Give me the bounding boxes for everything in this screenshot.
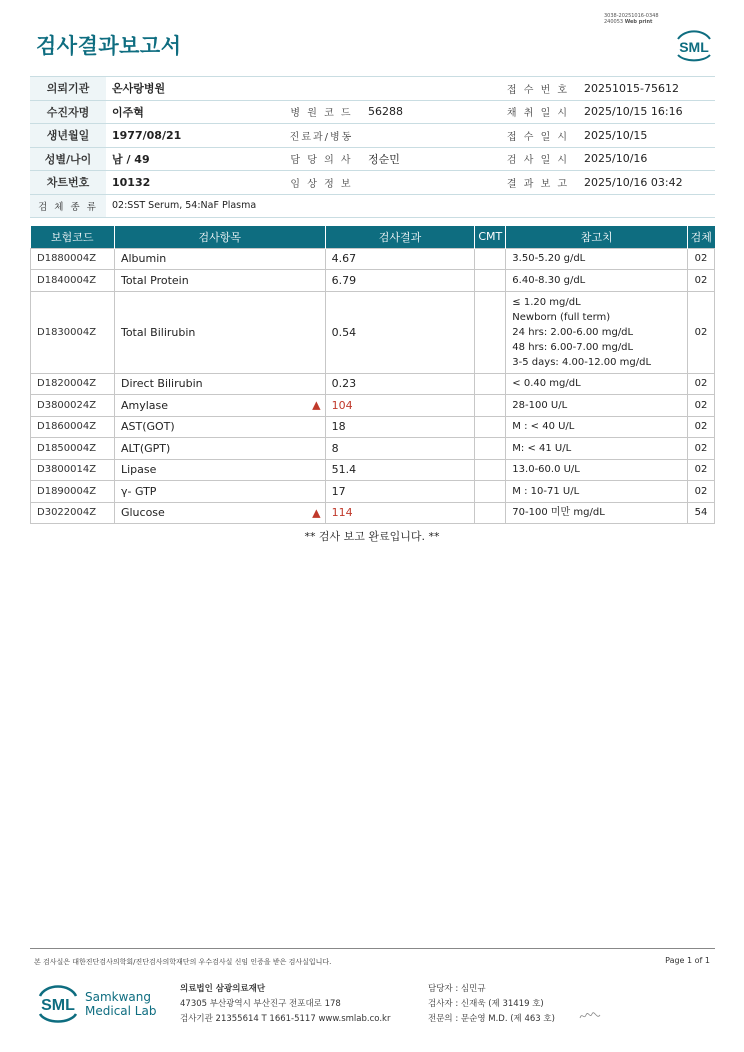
specimen-code: 02 [687, 481, 714, 503]
info-label: 수진자명 [30, 100, 106, 124]
test-item [114, 502, 325, 524]
reference-range [506, 248, 688, 270]
info-label: 의뢰기관 [30, 77, 106, 101]
cmt-cell [475, 416, 506, 438]
cmt-cell [475, 459, 506, 481]
sml-logo-text: SML [679, 39, 709, 55]
reference-line: 70-100 미만 mg/dL [512, 507, 605, 519]
test-item [114, 373, 325, 395]
test-result: 51.4 [325, 459, 475, 481]
patient-info-table [30, 76, 715, 218]
specimen-row [30, 194, 715, 218]
table-row [31, 291, 715, 373]
table-row [31, 395, 715, 417]
footer-divider [30, 948, 715, 949]
info-value: 정순민 [362, 147, 498, 171]
col-header-cmt: CMT [475, 226, 506, 248]
info-value: 56288 [362, 100, 498, 124]
info-value [362, 124, 498, 148]
reference-range [506, 438, 688, 460]
table-row [31, 481, 715, 503]
info-label: 진료과/병동 [281, 124, 362, 148]
insurance-code: D1840004Z [31, 270, 115, 292]
specimen-value: 02:SST Serum, 54:NaF Plasma [106, 194, 715, 218]
report-code-line1: 3038-20251016-0348 [604, 13, 659, 19]
reference-range [506, 291, 688, 373]
info-label: 생년월일 [30, 124, 106, 148]
table-row [31, 248, 715, 270]
reference-range [506, 395, 688, 417]
info-row [30, 124, 715, 148]
test-item-name: Glucose [120, 506, 165, 520]
cmt-cell [475, 248, 506, 270]
cmt-cell [475, 373, 506, 395]
col-header-result: 검사결과 [325, 226, 475, 248]
specimen-label: 검 체 종 류 [30, 194, 106, 218]
test-result: 6.79 [325, 270, 475, 292]
lab-contact: 검사기관 21355614 T 1661-5117 www.smlab.co.kr [180, 1014, 391, 1024]
test-item-name: ALT(GPT) [120, 441, 171, 455]
info-label: 임 상 정 보 [281, 171, 362, 195]
info-value: 10132 [106, 171, 281, 195]
info-label: 접 수 일 시 [498, 124, 578, 148]
col-header-test-item: 검사항목 [114, 226, 325, 248]
info-row [30, 77, 715, 101]
table-row [31, 416, 715, 438]
test-item [114, 395, 325, 417]
staff-tester: 검사자 : 신재욱 (제 31419 호) [428, 999, 544, 1009]
cmt-cell [475, 395, 506, 417]
table-row [31, 373, 715, 395]
insurance-code: D1820004Z [31, 373, 115, 395]
insurance-code: D1850004Z [31, 438, 115, 460]
lab-info [180, 982, 390, 1027]
insurance-code: D3022004Z [31, 502, 115, 524]
info-label: 검 사 일 시 [498, 147, 578, 171]
reference-line: 3.50-5.20 g/dL [512, 253, 586, 265]
info-value: 2025/10/16 03:42 [578, 171, 715, 195]
report-code [604, 13, 704, 25]
samkwang-logo-text: SML [41, 997, 75, 1014]
info-label: 차트번호 [30, 171, 106, 195]
reference-line: 24 hrs: 2.00-6.00 mg/dL [512, 326, 634, 338]
info-value: 2025/10/16 [578, 147, 715, 171]
page-number: Page 1 of 1 [665, 956, 710, 965]
insurance-code: D3800024Z [31, 395, 115, 417]
results-table [30, 226, 715, 524]
reference-line: 6.40-8.30 g/dL [512, 274, 586, 286]
specimen-code: 02 [687, 270, 714, 292]
info-value: 1977/08/21 [106, 124, 281, 148]
col-header-insurance-code: 보험코드 [31, 226, 115, 248]
staff-specialist: 전문의 : 문순영 M.D. (제 463 호) [428, 1014, 555, 1024]
test-item-name: Amylase [120, 398, 169, 412]
reference-range [506, 459, 688, 481]
test-item [114, 481, 325, 503]
test-result: 104 [325, 395, 475, 417]
test-item [114, 248, 325, 270]
test-result: 4.67 [325, 248, 475, 270]
specimen-code: 02 [687, 248, 714, 270]
info-label: 담 당 의 사 [281, 147, 362, 171]
info-label: 결 과 보 고 [498, 171, 578, 195]
test-item-name: Total Protein [120, 273, 189, 287]
samkwang-logo [36, 980, 80, 1026]
cmt-cell [475, 438, 506, 460]
reference-line: 48 hrs: 6.00-7.00 mg/dL [512, 341, 634, 353]
results-header-row [31, 226, 715, 248]
test-item [114, 459, 325, 481]
specimen-code: 54 [687, 502, 714, 524]
insurance-code: D1890004Z [31, 481, 115, 503]
table-row [31, 459, 715, 481]
lab-address: 47305 부산광역시 부산진구 전포대로 178 [180, 999, 341, 1009]
table-row [31, 270, 715, 292]
test-result: 8 [325, 438, 475, 460]
info-label: 병 원 코 드 [281, 100, 362, 124]
info-label: 성별/나이 [30, 147, 106, 171]
specimen-code: 02 [687, 373, 714, 395]
reference-line: 3-5 days: 4.00-12.00 mg/dL [512, 356, 652, 368]
high-flag-icon: ▲ [312, 506, 321, 520]
reference-line: 13.0-60.0 U/L [512, 464, 580, 476]
reference-range [506, 270, 688, 292]
specimen-code: 02 [687, 395, 714, 417]
info-label [281, 77, 362, 101]
staff-manager: 담당자 : 심민규 [428, 984, 486, 994]
test-item-name: Lipase [120, 463, 157, 477]
test-item [114, 270, 325, 292]
lab-name-line2: Medical Lab [85, 1004, 157, 1018]
insurance-code: D1860004Z [31, 416, 115, 438]
test-result: 17 [325, 481, 475, 503]
cmt-cell [475, 502, 506, 524]
col-header-reference: 참고치 [506, 226, 688, 248]
test-result: 0.23 [325, 373, 475, 395]
test-item [114, 416, 325, 438]
lab-org: 의료법인 삼광의료재단 [180, 984, 266, 994]
reference-line: M : < 40 U/L [512, 421, 575, 433]
reference-line: M : 10-71 U/L [512, 485, 580, 497]
reference-line: M: < 41 U/L [512, 442, 572, 454]
info-label: 채 취 일 시 [498, 100, 578, 124]
test-result: 0.54 [325, 291, 475, 373]
insurance-code: D1880004Z [31, 248, 115, 270]
high-flag-icon: ▲ [312, 398, 321, 412]
info-value: 20251015-75612 [578, 77, 715, 101]
report-code-line2: 240053 [604, 19, 624, 25]
info-value: 이주혁 [106, 100, 281, 124]
certification-note: 본 검사실은 대한진단검사의학회/진단검사의학재단의 우수검사실 신임 인증을 받은 검사실입니다. [34, 958, 332, 966]
info-row [30, 100, 715, 124]
info-value [362, 77, 498, 101]
staff-info [428, 982, 555, 1027]
specimen-code: 02 [687, 291, 714, 373]
reference-line: < 0.40 mg/dL [512, 378, 581, 390]
test-item [114, 438, 325, 460]
reference-range [506, 416, 688, 438]
reference-range [506, 481, 688, 503]
test-item [114, 291, 325, 373]
signature [578, 1010, 604, 1022]
info-label: 접 수 번 호 [498, 77, 578, 101]
table-row [31, 502, 715, 524]
reference-range [506, 373, 688, 395]
test-item-name: γ- GTP [120, 484, 157, 498]
info-row [30, 171, 715, 195]
specimen-code: 02 [687, 459, 714, 481]
info-value: 온사랑병원 [106, 77, 281, 101]
insurance-code: D1830004Z [31, 291, 115, 373]
insurance-code: D3800014Z [31, 459, 115, 481]
page-title: 검사결과보고서 [36, 34, 182, 58]
reference-line: 28-100 U/L [512, 399, 568, 411]
info-row [30, 147, 715, 171]
reference-range [506, 502, 688, 524]
lab-name [85, 990, 156, 1018]
info-value: 남 / 49 [106, 147, 281, 171]
reference-line: ≤ 1.20 mg/dL [512, 296, 581, 308]
info-value [362, 171, 498, 195]
cmt-cell [475, 481, 506, 503]
info-value: 2025/10/15 16:16 [578, 100, 715, 124]
test-result: 18 [325, 416, 475, 438]
test-item-name: Direct Bilirubin [120, 377, 203, 391]
cmt-cell [475, 291, 506, 373]
reference-line: Newborn (full term) [512, 311, 611, 323]
test-result: 114 [325, 502, 475, 524]
completion-note: ** 검사 보고 완료입니다. ** [304, 530, 440, 543]
specimen-code: 02 [687, 438, 714, 460]
table-row [31, 438, 715, 460]
test-item-name: AST(GOT) [120, 420, 175, 434]
test-item-name: Albumin [120, 252, 167, 266]
sml-logo [672, 26, 716, 62]
info-value: 2025/10/15 [578, 124, 715, 148]
col-header-specimen: 검체 [687, 226, 714, 248]
cmt-cell [475, 270, 506, 292]
lab-name-line1: Samkwang [85, 990, 151, 1004]
specimen-code: 02 [687, 416, 714, 438]
test-item-name: Total Bilirubin [120, 325, 196, 339]
web-print-tag: Web print [624, 19, 653, 25]
